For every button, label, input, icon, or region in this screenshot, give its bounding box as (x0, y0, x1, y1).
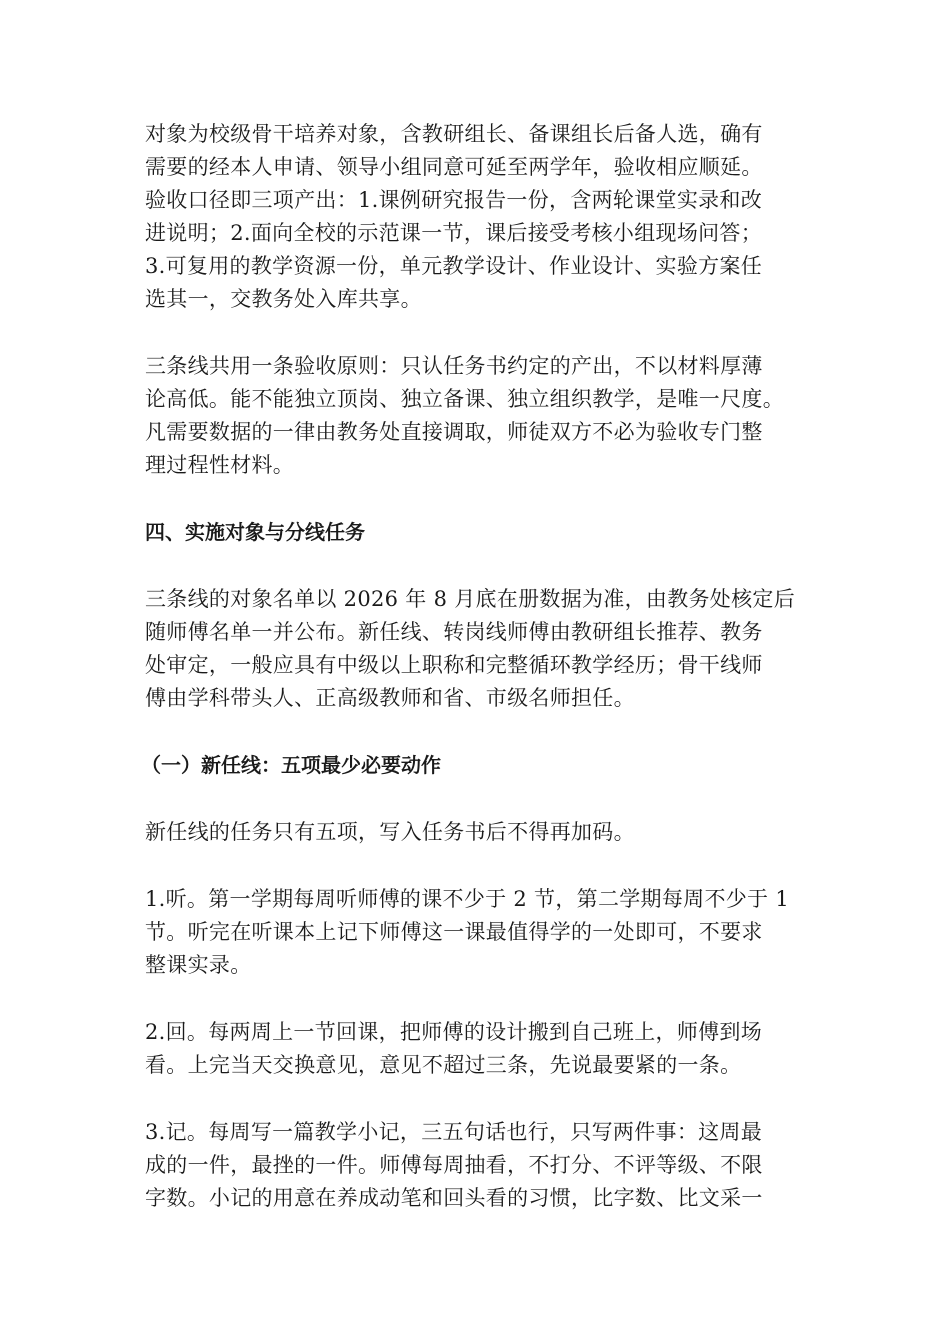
paragraph-backbone-line (145, 118, 807, 316)
text-line: 对象为校级骨干培养对象，含教研组长、备课组长后备人选，确有 (145, 122, 763, 146)
text-line: 新任线的任务只有五项，写入任务书后不得再加码。 (145, 820, 635, 844)
text-line: 验收口径即三项产出：1.课例研究报告一份，含两轮课堂实录和改 (145, 188, 763, 212)
paragraph-item-return-lesson (145, 1016, 807, 1082)
text-line: 随师傅名单一并公布。新任线、转岗线师傅由教研组长推荐、教务 (145, 620, 763, 644)
paragraph-new-line-intro (145, 816, 807, 849)
text-line: 选其一，交教务处入库共享。 (145, 287, 422, 311)
paragraph-item-notes (145, 1116, 807, 1215)
text-line: 凡需要数据的一律由教务处直接调取，师徒双方不必为验收专门整 (145, 420, 763, 444)
text-line: 3.记。每周写一篇教学小记，三五句话也行，只写两件事：这周最 (145, 1120, 763, 1144)
paragraph-acceptance-principle (145, 350, 807, 482)
text-line: 整课实录。 (145, 953, 252, 977)
paragraph-item-listen (145, 883, 807, 982)
text-line: 傅由学科带头人、正高级教师和省、市级名师担任。 (145, 686, 635, 710)
text-line: 需要的经本人申请、领导小组同意可延至两学年，验收相应顺延。 (145, 155, 763, 179)
text-line: 进说明；2.面向全校的示范课一节，课后接受考核小组现场问答； (145, 221, 763, 245)
text-line: 论高低。能不能独立顶岗、独立备课、独立组织教学，是唯一尺度。 (145, 387, 784, 411)
text-line: 1.听。第一学期每周听师傅的课不少于 2 节，第二学期每周不少于 1 (145, 887, 789, 911)
section-heading: 四、实施对象与分线任务 (145, 520, 365, 544)
text-line: 3.可复用的教学资源一份，单元教学设计、作业设计、实验方案任 (145, 254, 763, 278)
text-line: 三条线共用一条验收原则：只认任务书约定的产出，不以材料厚薄 (145, 354, 763, 378)
text-line: 处审定，一般应具有中级以上职称和完整循环教学经历；骨干线师 (145, 653, 763, 677)
subsection-heading: （一）新任线：五项最少必要动作 (141, 753, 441, 777)
text-line: 三条线的对象名单以 2026 年 8 月底在册数据为准，由教务处核定后 (145, 587, 796, 611)
document-page (141, 118, 807, 1249)
text-line: 看。上完当天交换意见，意见不超过三条，先说最要紧的一条。 (145, 1053, 742, 1077)
text-line: 理过程性材料。 (145, 453, 295, 477)
text-line: 节。听完在听课本上记下师傅这一课最值得学的一处即可，不要求 (145, 920, 763, 944)
text-line: 2.回。每两周上一节回课，把师傅的设计搬到自己班上，师傅到场 (145, 1020, 763, 1044)
text-line: 成的一件，最挫的一件。师傅每周抽看，不打分、不评等级、不限 (145, 1153, 763, 1177)
paragraph-target-list (145, 583, 807, 715)
text-line: 字数。小记的用意在养成动笔和回头看的习惯，比字数、比文采一 (145, 1186, 763, 1210)
